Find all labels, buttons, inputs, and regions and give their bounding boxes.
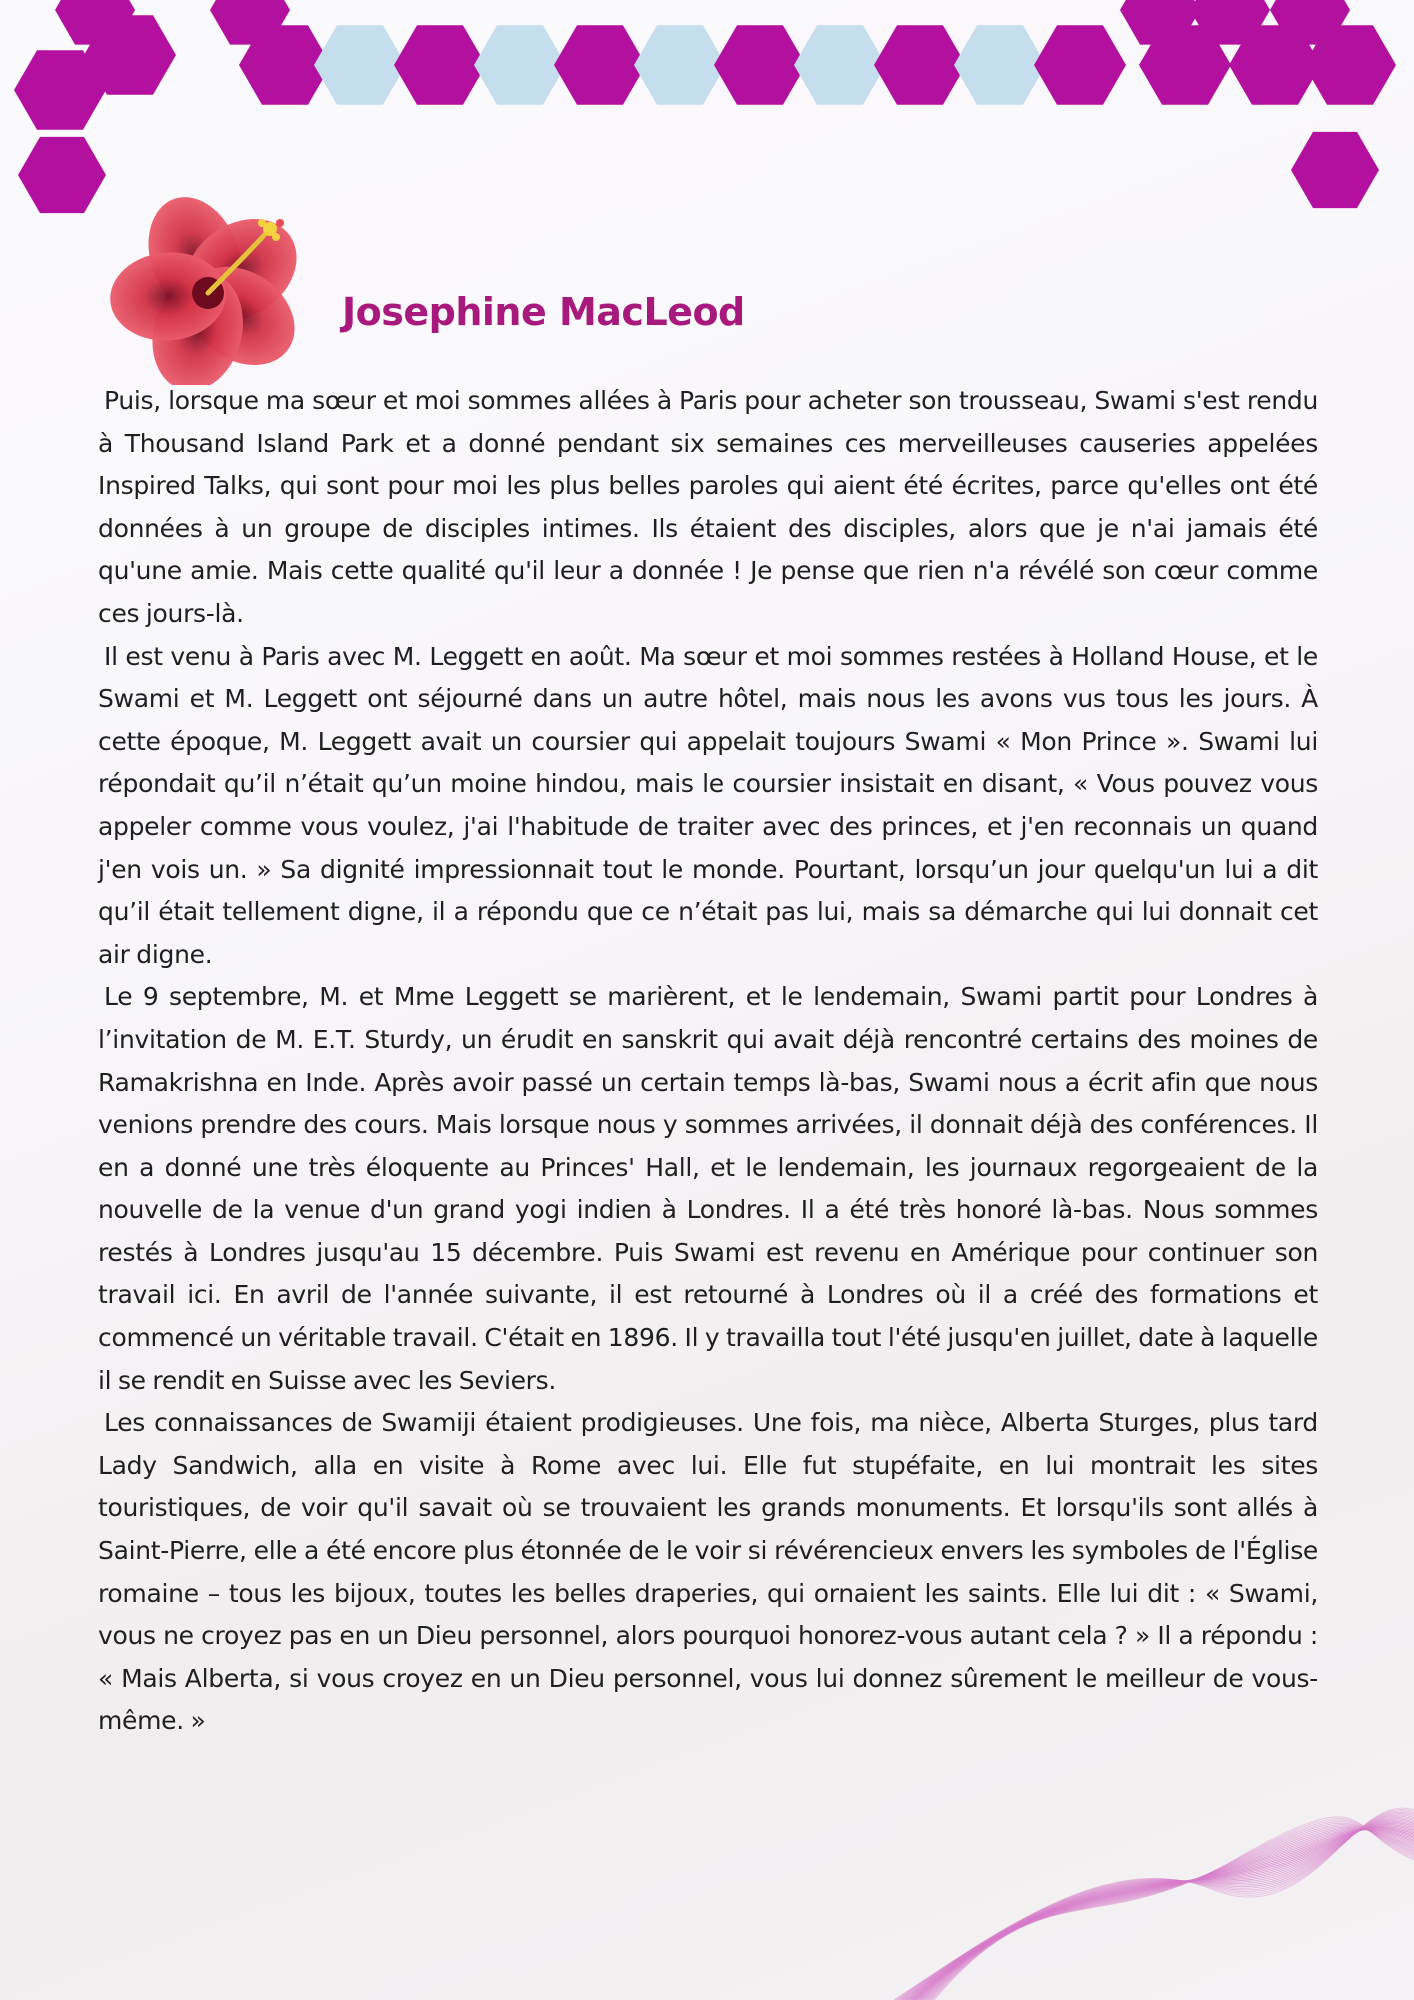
wave-line — [912, 1826, 1414, 2000]
wave-line — [923, 1829, 1414, 2000]
wave-line — [913, 1827, 1414, 2000]
wave-lines-decoration — [854, 1770, 1414, 2000]
hexagon-shape — [474, 25, 566, 105]
paragraph: Les connaissances de Swamiji étaient prodigieuses. Une fois, ma nièce, Alberta Sturges, plus tard Lady Sandwich, alla en visite à Rome avec lui. Elle fut stupéfaite, en lui montrait les sites touristiques, de voir qu'il savait où se trouvaient les grands monuments. Et lorsqu'ils sont allés à Saint-Pierre, elle a été encore plus étonnée de le voir si révérencieux envers les symboles de l'Église romaine – tous les bijoux, toutes les belles draperies, qui ornaient les saints. Elle lui dit : « Swami, vous ne croyez pas en un Dieu personnel, alors pourquoi honorez-vous autant cela ? » Il a répondu : « Mais Alberta, si vous croyez en un Dieu personnel, vous lui donnez sûrement le meilleur de vous-même. » — [98, 1408, 1318, 1736]
wave-line — [927, 1826, 1414, 2000]
hexagon-shape — [634, 25, 726, 105]
paragraph: Il est venu à Paris avec M. Leggett en août. Ma sœur et moi sommes restées à Holland House, et le Swami et M. Leggett ont séjourné dans un autre hôtel, mais nous les avons vus tous les jours. À cette époque, M. Leggett avait un coursier qui appelait toujours Swami « Mon Prince ». Swami lui répondait qu’il n’était qu’un moine hindou, mais le coursier insistait en disant, « Vous pouvez vous appeler comme vous voulez, j'ai l'habitude de traiter avec des princes, et j'en reconnais un quand j'en vois un. » Sa dignité impressionnait tout le monde. Pourtant, lorsqu’un jour quelqu'un lui a dit qu’il était tellement digne, il a répondu que ce n’était pas lui, mais sa démarche qui lui donnait cet air digne. — [98, 641, 1318, 969]
hexagon-shape — [314, 25, 406, 105]
body-text — [98, 380, 1318, 1743]
wave-line — [930, 1822, 1414, 2000]
hexagon-shape — [554, 25, 646, 105]
wave-line — [904, 1819, 1414, 2000]
paragraph: Puis, lorsque ma sœur et moi sommes allées à Paris pour acheter son trousseau, Swami s'est rendu à Thousand Island Park et a donné pendant six semaines ces merveilleuses causeries appelées Inspired Talks, qui sont pour moi les plus belles paroles qui aient été écrites, parce qu'elles ont été données à un groupe de disciples intimes. Ils étaient des disciples, alors que je n'ai jamais été qu'une amie. Mais cette qualité qu'il leur a donnée ! Je pense que rien n'a révélé son cœur comme ces jours-là. — [98, 386, 1318, 628]
hexagon-shape — [874, 25, 966, 105]
wave-line — [921, 1829, 1414, 2000]
wave-line — [918, 1829, 1414, 2000]
wave-line — [909, 1823, 1414, 2000]
hexagon-shape — [714, 25, 806, 105]
hexagon-shape — [394, 25, 486, 105]
wave-line — [917, 1829, 1414, 2000]
hexagon-shape — [1291, 132, 1379, 208]
hexagon-shape — [794, 25, 886, 105]
hibiscus-flower-icon — [90, 185, 340, 385]
page-title: Josephine MacLeod — [342, 290, 745, 334]
paragraph: Le 9 septembre, M. et Mme Leggett se marièrent, et le lendemain, Swami partit pour Londres à l’invitation de M. E.T. Sturdy, un érudit en sanskrit qui avait déjà rencontré certains des moines de Ramakrishna en Inde. Après avoir passé un certain temps là-bas, Swami nous a écrit afin que nous venions prendre des cours. Mais lorsque nous y sommes arrivées, il donnait déjà des conférences. Il en a donné une très éloquente au Princes' Hall, et le lendemain, les journaux regorgeaient de la nouvelle de la venue d'un grand yogi indien à Londres. Il a été très honoré là-bas. Nous sommes restés à Londres jusqu'au 15 décembre. Puis Swami est revenu en Amérique pour continuer son travail ici. En avril de l'année suivante, il est retourné à Londres où il a créé des formations et commencé un véritable travail. C'était en 1896. Il y travailla tout l'été jusqu'en juillet, date à laquelle il se rendit en Suisse avec les Seviers. — [98, 982, 1318, 1395]
wave-line — [932, 1820, 1414, 2000]
wave-line — [926, 1827, 1414, 2000]
wave-line — [919, 1830, 1414, 2000]
wave-line — [915, 1828, 1414, 2000]
wave-line — [916, 1829, 1414, 2000]
hexagon-shape — [1034, 25, 1126, 105]
wave-line — [911, 1825, 1414, 2000]
wave-line — [924, 1828, 1414, 2000]
wave-line — [910, 1824, 1414, 2000]
hexagon-shape — [954, 25, 1046, 105]
wave-line — [922, 1829, 1414, 2000]
wave-line — [929, 1823, 1414, 2000]
wave-line — [928, 1825, 1414, 2000]
